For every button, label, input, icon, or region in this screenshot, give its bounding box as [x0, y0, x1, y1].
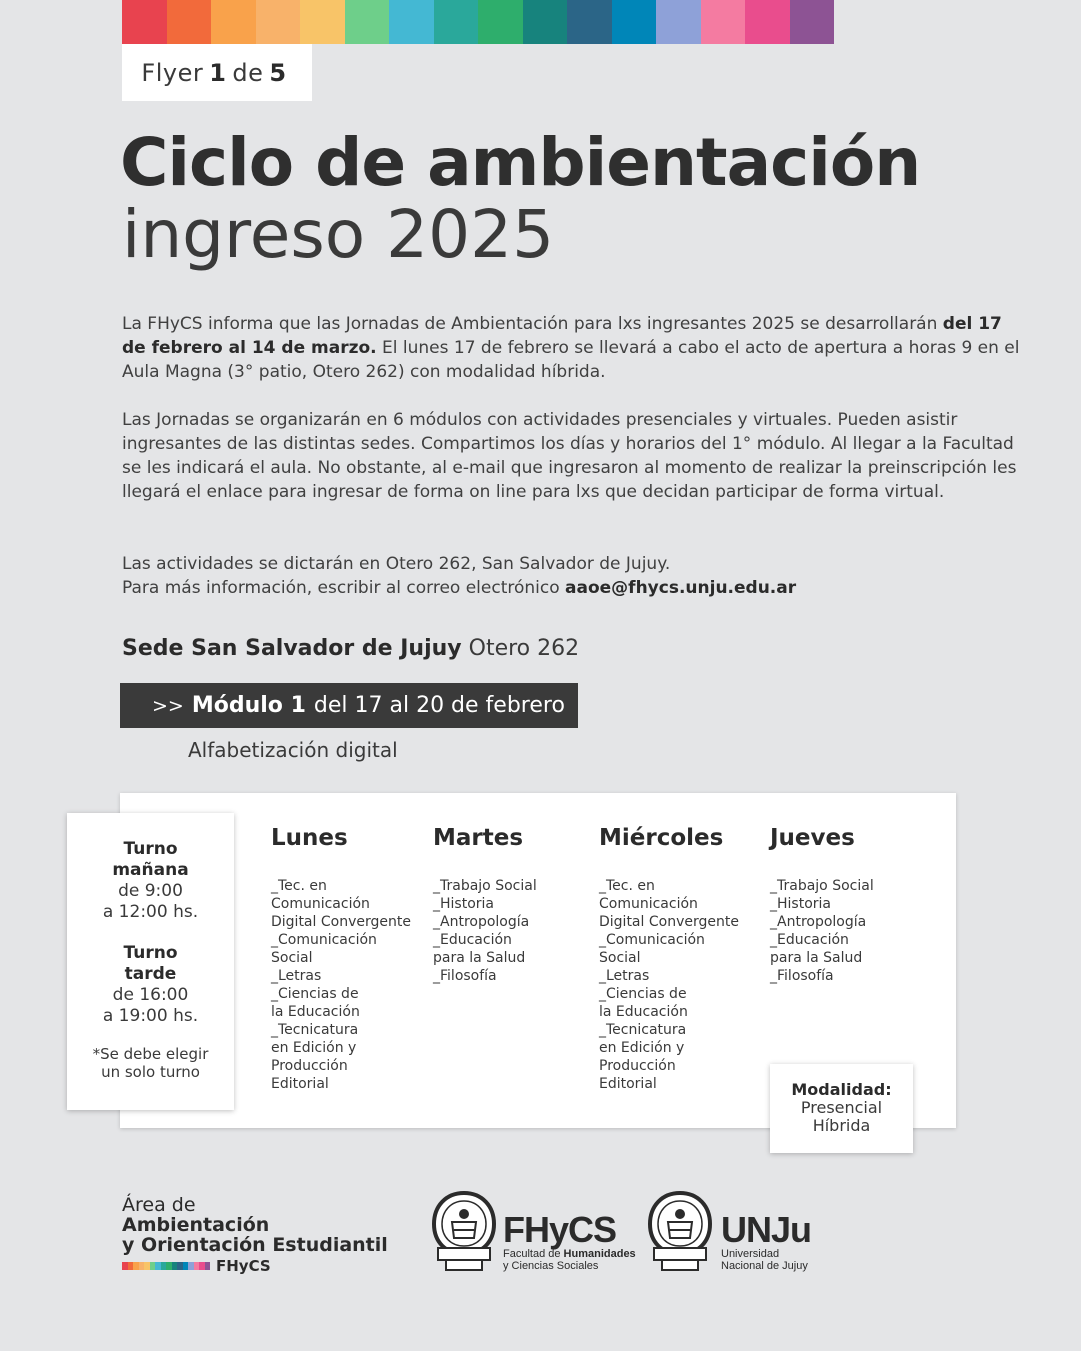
- career-item: _Antropología: [433, 914, 530, 930]
- career-item: _Tec. en: [271, 878, 327, 894]
- color-stripe: [345, 0, 390, 44]
- unju-wordmark-line-2: Nacional de Jujuy: [721, 1260, 808, 1272]
- day-column-miercoles: [599, 825, 739, 1093]
- career-item: en Edición y: [271, 1040, 357, 1056]
- career-item: para la Salud: [770, 950, 863, 966]
- career-item: Social: [271, 950, 313, 966]
- modality-label: Modalidad:: [791, 1080, 892, 1099]
- morning-shift-end: a 12:00 hs.: [102, 902, 199, 922]
- morning-shift-title-2: mañana: [112, 860, 189, 880]
- career-item: _Historia: [433, 896, 494, 912]
- modules-paragraph: Las Jornadas se organizarán en 6 módulos con actividades presenciales y virtuales. Pueden asistir ingresantes de las distintas sedes. Compartimos los días y horarios del 1° módulo. Al llegar a la Facultad se les indicará el aula. No obstante, al e-mail que ingresaron al momento de realizar la preinscripción les llegará el enlace para ingresar de forma on line para lxs que decidan participar de forma virtual.: [122, 410, 1017, 502]
- afternoon-shift-title-1: Turno: [123, 943, 178, 963]
- color-stripe: [523, 0, 568, 44]
- career-item: _Ciencias de: [271, 986, 359, 1002]
- color-stripe: [389, 0, 434, 44]
- module-dates: del 17 al 20 de febrero: [313, 693, 565, 718]
- intro-paragraph: [122, 312, 1022, 384]
- color-stripe: [434, 0, 479, 44]
- career-item: _Filosofía: [433, 968, 497, 984]
- day-column-martes: [433, 825, 537, 985]
- location-line: Las actividades se dictarán en Otero 262, San Salvador de Jujuy.: [122, 554, 671, 574]
- day-name: Martes: [433, 825, 524, 851]
- contact-line: Para más información, escribir al correo electrónico: [122, 578, 566, 598]
- unju-seal-icon: [646, 1190, 714, 1274]
- area-line-3-text: y Orientación Estudiantil: [122, 1234, 388, 1256]
- flyer-counter: [122, 44, 312, 101]
- color-stripe: [478, 0, 523, 44]
- career-item: _Filosofía: [770, 968, 834, 984]
- career-item: _Antropología: [770, 914, 867, 930]
- color-stripe: [656, 0, 701, 44]
- flyer-of: de: [232, 58, 264, 87]
- career-item: _Trabajo Social: [770, 878, 874, 894]
- color-stripe: [256, 0, 301, 44]
- career-item: _Tecnicatura: [271, 1022, 359, 1038]
- sede-address: Otero 262: [468, 636, 580, 661]
- info-paragraph: [122, 552, 1022, 600]
- career-item: Producción: [271, 1058, 348, 1074]
- career-item: _Letras: [271, 968, 322, 984]
- fhycs-wordmark-line-1: [503, 1248, 636, 1260]
- area-line-2-text: Ambientación: [122, 1214, 270, 1236]
- career-item: la Educación: [599, 1004, 688, 1020]
- career-item: _Educación: [770, 932, 849, 948]
- mini-stripe: [205, 1262, 211, 1270]
- mini-color-bar: [122, 1262, 210, 1270]
- career-item: Comunicación: [271, 896, 370, 912]
- color-stripe: [167, 0, 212, 44]
- career-item: para la Salud: [433, 950, 526, 966]
- sede-name: Sede San Salvador de Jujuy: [122, 636, 462, 661]
- shift-card: [67, 813, 234, 1110]
- chevrons-right-icon: >>: [152, 694, 184, 717]
- page-title: Ciclo de ambientación: [120, 124, 921, 201]
- module-banner: [120, 683, 578, 728]
- page-subtitle: ingreso 2025: [122, 196, 555, 273]
- area-line-1: Área de: [122, 1194, 196, 1216]
- day-careers-list: [433, 877, 537, 985]
- area-line-3: [122, 1235, 388, 1255]
- intro-text-a: La FHyCS informa que las Jornadas de Ambientación para lxs ingresantes 2025 se desarrollarán: [122, 314, 943, 334]
- career-item: Comunicación: [599, 896, 698, 912]
- career-item: _Tecnicatura: [599, 1022, 687, 1038]
- fhycs-line-1b: Humanidades: [563, 1248, 636, 1260]
- career-item: _Ciencias de: [599, 986, 687, 1002]
- shift-note: [67, 1045, 234, 1081]
- career-item: Digital Convergente: [271, 914, 411, 930]
- career-item: _Tec. en: [599, 878, 655, 894]
- color-stripe: [745, 0, 790, 44]
- day-careers-list: [770, 877, 874, 985]
- fhycs-wordmark-title: FHyCS: [503, 1209, 617, 1250]
- color-stripe: [211, 0, 256, 44]
- career-item: en Edición y: [599, 1040, 685, 1056]
- fhycs-line-1a: Facultad de: [503, 1248, 564, 1260]
- modality-line-2: Híbrida: [812, 1116, 871, 1135]
- contact-email-link[interactable]: aaoe@fhycs.unju.edu.ar: [565, 578, 797, 598]
- intro-dates: del 17 de febrero al 14 de marzo.: [122, 314, 1002, 358]
- intro-text-b: El lunes 17 de febrero se llevará a cabo el acto de apertura a horas 9 en el Aula Magna (3° patio, Otero 262) con modalidad híbrida.: [122, 338, 1020, 382]
- color-stripe: [567, 0, 612, 44]
- area-bottom-row: [122, 1257, 388, 1275]
- fhycs-seal-icon: [430, 1190, 498, 1274]
- shift-note-line-1: *Se debe elegir: [92, 1045, 209, 1063]
- module-topic: Alfabetización digital: [188, 738, 398, 762]
- day-name: Miércoles: [599, 825, 724, 851]
- career-item: la Educación: [271, 1004, 360, 1020]
- day-careers-list: [271, 877, 411, 1093]
- day-name: Lunes: [271, 825, 348, 851]
- morning-shift-title-1: Turno: [123, 839, 178, 859]
- career-item: Digital Convergente: [599, 914, 739, 930]
- color-stripe: [122, 0, 167, 44]
- career-item: _Comunicación: [599, 932, 705, 948]
- career-item: Editorial: [599, 1076, 657, 1092]
- day-column-lunes: [271, 825, 411, 1093]
- career-item: Social: [599, 950, 641, 966]
- color-stripe-bar: [122, 0, 834, 44]
- module-name: Módulo 1: [191, 693, 306, 718]
- afternoon-shift-end: a 19:00 hs.: [102, 1006, 199, 1026]
- shift-note-line-2: un solo turno: [101, 1063, 200, 1081]
- career-item: Editorial: [271, 1076, 329, 1092]
- career-item: Producción: [599, 1058, 676, 1074]
- unju-wordmark: [721, 1209, 812, 1272]
- career-item: _Historia: [770, 896, 831, 912]
- day-name: Jueves: [770, 825, 855, 851]
- color-stripe: [701, 0, 746, 44]
- unju-wordmark-title: UNJu: [721, 1209, 812, 1250]
- area-logo: [122, 1195, 388, 1275]
- flyer-total: 5: [269, 58, 287, 87]
- color-stripe: [612, 0, 657, 44]
- area-fhycs-label: FHyCS: [216, 1257, 271, 1275]
- area-line-2: [122, 1215, 388, 1235]
- career-item: _Trabajo Social: [433, 878, 537, 894]
- unju-wordmark-line-1: Universidad: [721, 1248, 780, 1260]
- day-column-jueves: [770, 825, 874, 985]
- sede-heading: [122, 636, 579, 661]
- flyer-prefix: Flyer: [141, 58, 204, 87]
- afternoon-shift-start: de 16:00: [112, 985, 189, 1005]
- career-item: _Letras: [599, 968, 650, 984]
- career-item: _Comunicación: [271, 932, 377, 948]
- modality-card: [770, 1064, 913, 1153]
- morning-shift-start: de 9:00: [118, 881, 183, 901]
- afternoon-shift-title-2: tarde: [124, 964, 177, 984]
- fhycs-wordmark: [503, 1209, 636, 1272]
- flyer-number: 1: [209, 58, 227, 87]
- day-careers-list: [599, 877, 739, 1093]
- color-stripe: [790, 0, 835, 44]
- fhycs-wordmark-line-2: y Ciencias Sociales: [503, 1260, 599, 1272]
- career-item: _Educación: [433, 932, 512, 948]
- modality-line-1: Presencial: [800, 1098, 883, 1117]
- color-stripe: [300, 0, 345, 44]
